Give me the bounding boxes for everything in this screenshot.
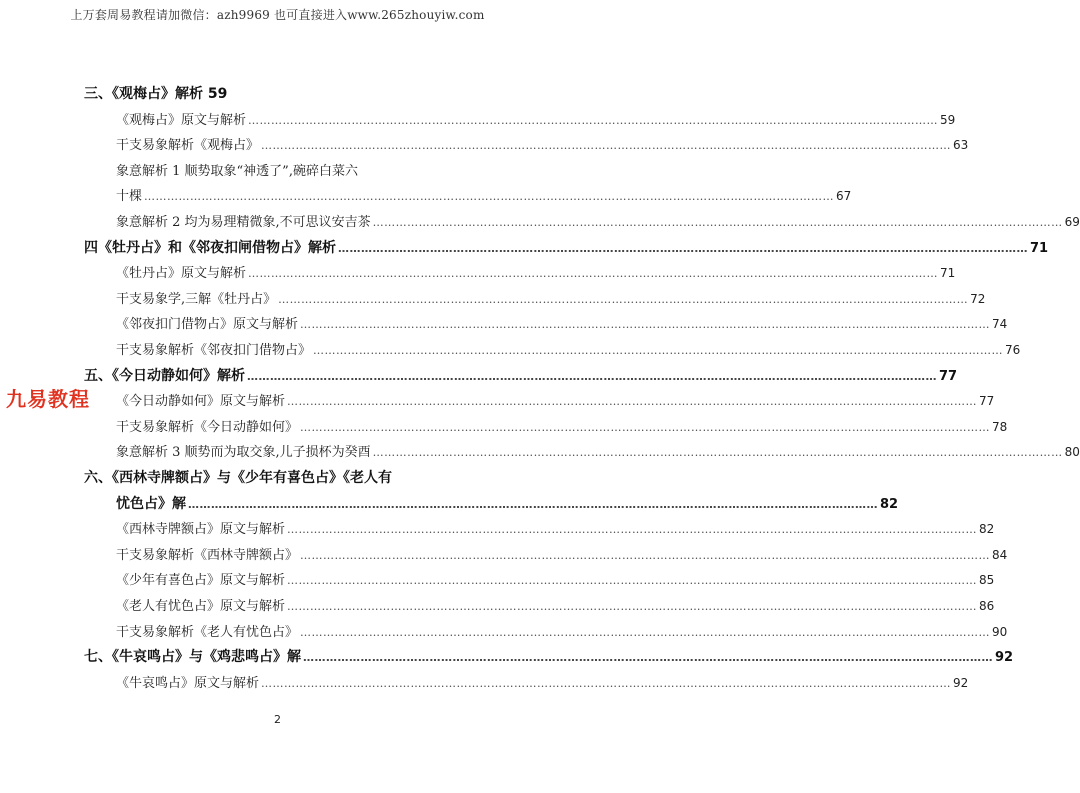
toc-leader-dots: ……………………………………………………………………………………………………………………………………………………………… <box>300 318 991 332</box>
toc-leader-dots: ……………………………………………………………………………………………………………………………………………………………… <box>247 369 937 383</box>
toc-page-number: 85 <box>979 573 995 588</box>
toc-title: 《观梅占》原文与解析 <box>116 112 247 128</box>
toc-title: 《牡丹占》原文与解析 <box>116 266 247 282</box>
toc-section-heading[interactable] <box>84 237 1049 257</box>
toc-title: 干支易象解析《观梅占》 <box>116 138 260 154</box>
toc-entry[interactable] <box>116 211 1080 230</box>
toc-page-number: 78 <box>992 419 1008 434</box>
toc-title: 五、《今日动静如何》解析 <box>84 367 245 384</box>
toc-section-heading[interactable] <box>84 365 958 385</box>
toc-page-number: 71 <box>1030 240 1049 256</box>
toc-section-heading[interactable] <box>84 83 462 103</box>
toc-leader-dots: ……………………………………………………………………………………………………………………………………………………………… <box>338 241 1028 255</box>
toc-section-heading[interactable] <box>116 493 899 513</box>
toc-entry[interactable] <box>116 390 995 410</box>
toc-title: 《今日动静如何》原文与解析 <box>116 394 286 410</box>
toc-page-number: 69 <box>1064 215 1080 229</box>
toc-leader-dots: ……………………………………………………………………………………………………………………………………………………………… <box>188 497 878 511</box>
toc-page-number: 90 <box>992 624 1008 639</box>
toc-leader-dots: ……………………………………………………………………………………………………………………………………………………………… <box>287 523 978 537</box>
toc-title: 象意解析 3 顺势而为取交象,儿子损杯为癸酉 <box>116 445 371 461</box>
toc-title: 六、《西林寺牌额占》与《少年有喜色占》《老人有 <box>84 470 392 486</box>
toc-entry[interactable] <box>116 109 956 128</box>
toc-title: 干支易象解析《今日动静如何》 <box>116 419 299 435</box>
toc-title: 干支易象解析《老人有忧色占》 <box>116 624 299 640</box>
toc-entry[interactable] <box>116 672 969 691</box>
toc-entry[interactable] <box>116 262 956 282</box>
toc-entry[interactable] <box>116 160 462 179</box>
toc-leader-dots: ……………………………………………………………………………………………………………………………………………………………… <box>300 548 991 562</box>
toc-section-heading[interactable] <box>84 646 1014 666</box>
toc-leader-dots: ……………………………………………………………………………………………………………………………………………………………… <box>144 190 835 204</box>
toc-leader-dots: ……………………………………………………………………………………………………………………………………………………………… <box>261 139 952 153</box>
toc-entry[interactable] <box>116 569 995 589</box>
toc-entry[interactable] <box>116 518 995 538</box>
toc-leader-dots: ……………………………………………………………………………………………………………………………………………………………… <box>287 600 978 613</box>
toc-page-number: 77 <box>939 368 958 384</box>
toc-page-number: 92 <box>995 650 1014 666</box>
toc-entry[interactable] <box>116 288 986 307</box>
toc-entry[interactable] <box>116 134 969 154</box>
toc-entry[interactable] <box>116 595 995 614</box>
page-header: 上万套周易教程请加微信：azh9969 也可直接进入www.265zhouyiw.com <box>70 8 485 22</box>
toc-page-number: 59 <box>940 112 956 127</box>
toc-title: 象意解析 1 顺势取象“神透了”,碗碎白菜六 <box>116 163 358 179</box>
toc-title: 干支易象解析《邻夜扣门借物占》 <box>116 343 312 358</box>
toc-leader-dots: ……………………………………………………………………………………………………………………………………………………………… <box>303 651 993 665</box>
toc-title: 象意解析 2 均为易理精微象,不可思议安吉茶 <box>116 215 371 230</box>
toc-page-number: 84 <box>992 547 1008 562</box>
toc-page-number: 72 <box>970 291 986 306</box>
toc-page-number: 80 <box>1064 445 1080 460</box>
toc-leader-dots: ……………………………………………………………………………………………………………………………………………………………… <box>300 625 991 639</box>
toc-leader-dots: ……………………………………………………………………………………………………………………………………………………………… <box>248 113 939 127</box>
toc-page-number: 76 <box>1005 343 1021 357</box>
toc-title: 七、《牛哀鸣占》与《鸡悲鸣占》解 <box>84 649 301 666</box>
toc-title: 三、《观梅占》解析 59 <box>84 86 228 102</box>
toc-leader-dots: ……………………………………………………………………………………………………………………………………………………………… <box>372 216 1063 229</box>
toc-title: 《西林寺牌额占》原文与解析 <box>116 522 286 538</box>
toc-entry[interactable] <box>116 313 1008 333</box>
toc-title: 十棵 <box>116 189 143 205</box>
toc-page-number: 82 <box>880 496 899 512</box>
toc-leader-dots: ……………………………………………………………………………………………………………………………………………………………… <box>313 344 1004 357</box>
toc-title: 《老人有忧色占》原文与解析 <box>116 599 286 614</box>
toc-title: 干支易象解析《西林寺牌额占》 <box>116 547 299 563</box>
watermark-logo: 九易教程 <box>6 387 90 411</box>
toc-title: 《邻夜扣门借物占》原文与解析 <box>116 317 299 333</box>
toc-leader-dots: ……………………………………………………………………………………………………………………………………………………………… <box>278 292 969 306</box>
toc-page-number: 74 <box>992 317 1008 332</box>
toc-page-number: 71 <box>940 266 956 281</box>
toc-entry[interactable] <box>116 339 1021 358</box>
toc-page-number: 86 <box>979 599 995 613</box>
toc-title: 干支易象学,三解《牡丹占》 <box>116 291 277 307</box>
toc-entry[interactable] <box>116 185 852 205</box>
toc-entry[interactable] <box>116 544 1008 563</box>
toc-page-number: 63 <box>953 138 969 153</box>
toc-title: 《牛哀鸣占》原文与解析 <box>116 675 260 691</box>
toc-leader-dots: ……………………………………………………………………………………………………………………………………………………………… <box>287 574 978 588</box>
toc-section-heading[interactable] <box>84 467 462 487</box>
toc-page-number: 77 <box>979 394 995 409</box>
toc-page-number: 82 <box>979 522 995 537</box>
toc-leader-dots: ……………………………………………………………………………………………………………………………………………………………… <box>287 395 978 409</box>
toc-leader-dots: ……………………………………………………………………………………………………………………………………………………………… <box>248 267 939 281</box>
toc-page-number: 92 <box>953 675 969 690</box>
toc-entry[interactable] <box>116 416 1008 435</box>
toc-entry[interactable] <box>116 621 1008 640</box>
toc-title: 《少年有喜色占》原文与解析 <box>116 573 286 589</box>
toc-leader-dots: ……………………………………………………………………………………………………………………………………………………………… <box>261 676 952 690</box>
toc-title: 忧色占》解 <box>116 495 186 512</box>
toc-page-number: 67 <box>836 189 852 204</box>
toc-leader-dots: ……………………………………………………………………………………………………………………………………………………………… <box>372 446 1063 460</box>
toc-title: 四《牡丹占》和《邻夜扣闸借物占》解析 <box>84 239 336 256</box>
toc-entry[interactable] <box>116 441 1080 461</box>
toc-leader-dots: ……………………………………………………………………………………………………………………………………………………………… <box>300 420 991 434</box>
page-number: 2 <box>274 713 281 726</box>
